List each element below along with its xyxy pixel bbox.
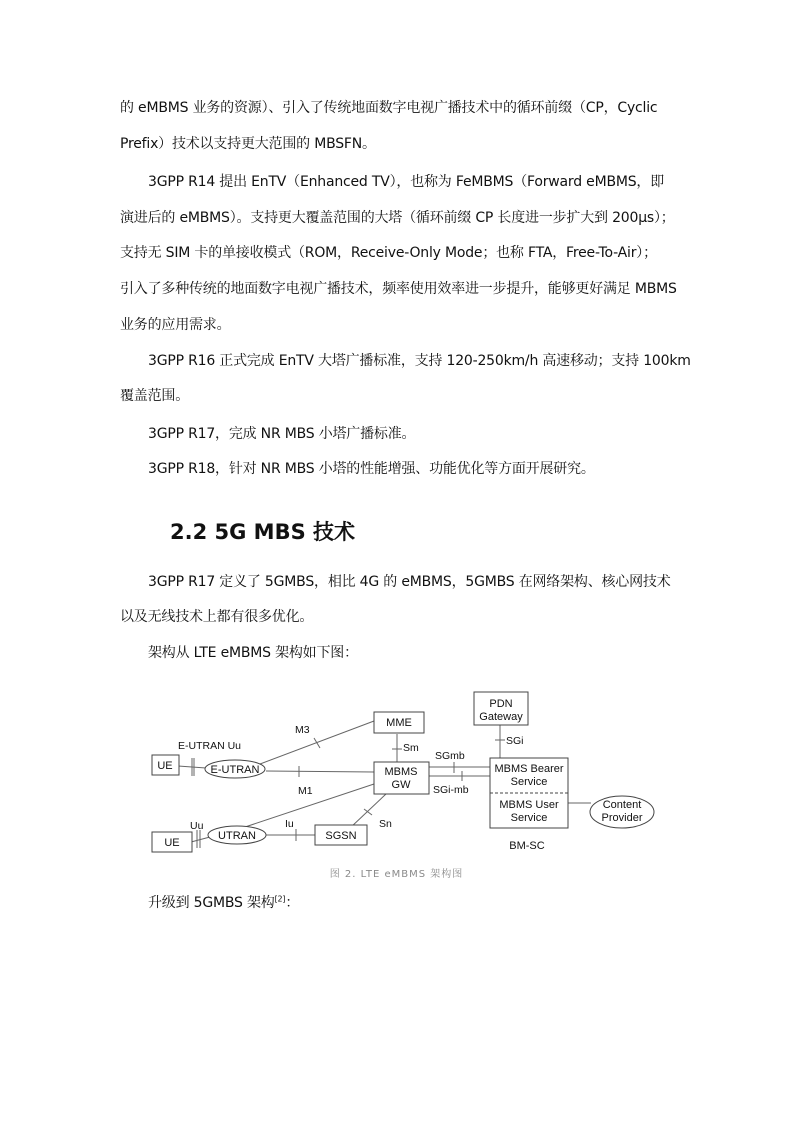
citation-reference[interactable]: [2] xyxy=(274,894,286,904)
interface-label: SGi-mb xyxy=(433,784,469,796)
interface-label: M3 xyxy=(295,724,310,736)
paragraph-text: ： xyxy=(285,895,300,911)
content-provider-label: Content xyxy=(602,799,642,811)
paragraph-line: 以及无线技术上都有很多优化。 xyxy=(120,609,314,625)
sgsn-label: SGSN xyxy=(325,830,357,842)
paragraph-line: 业务的应用需求。 xyxy=(120,317,231,333)
content-provider-label: Provider xyxy=(601,812,643,824)
e-utran-label: E-UTRAN xyxy=(210,764,260,776)
mbms-user-label: Service xyxy=(510,812,548,824)
figure-caption: 图 2. LTE eMBMS 架构图 xyxy=(329,869,464,880)
mbms-gw-label: GW xyxy=(391,779,411,791)
paragraph-line: 引入了多种传统的地面数字电视广播技术，频率使用效率进一步提升，能够更好满足 MBMS xyxy=(120,281,677,297)
mbms-bearer-label: Service xyxy=(510,776,548,788)
interface-label: Uu xyxy=(190,820,204,832)
interface-label: Sm xyxy=(403,742,419,754)
interface-label: Iu xyxy=(285,818,294,830)
paragraph-line: 3GPP R14 提出 EnTV（Enhanced TV），也称为 FeMBMS（Forward eMBMS，即 xyxy=(148,174,665,190)
paragraph-line: 3GPP R17 定义了 5GMBS，相比 4G 的 eMBMS，5GMBS 在网络架构、核心网技术 xyxy=(148,574,671,590)
mbms-bearer-label: MBMS Bearer xyxy=(494,763,564,775)
mbms-user-label: MBMS User xyxy=(499,799,559,811)
paragraph-line: 的 eMBMS 业务的资源）、引入了传统地面数字电视广播技术中的循环前缀（CP，Cyclic xyxy=(120,100,658,116)
section-heading: 2.2 5G MBS 技术 xyxy=(170,520,356,544)
paragraph-line: 演进后的 eMBMS）。支持更大覆盖范围的大塔（循环前缀 CP 长度进一步扩大到 200μs）； xyxy=(120,210,675,226)
paragraph-line: 3GPP R16 正式完成 EnTV 大塔广播标准，支持 120-250km/h 高速移动；支持 100km xyxy=(148,353,691,369)
ue-label: UE xyxy=(164,837,180,849)
mbms-gw-label: MBMS xyxy=(384,766,418,778)
paragraph-line: 架构从 LTE eMBMS 架构如下图： xyxy=(148,645,358,661)
ue-label: UE xyxy=(157,760,173,772)
interface-label: M1 xyxy=(298,785,313,797)
paragraph-text: 升级到 5GMBS 架构 xyxy=(148,895,275,911)
paragraph-line: 3GPP R18，针对 NR MBS 小塔的性能增强、功能优化等方面开展研究。 xyxy=(148,461,595,477)
bm-sc-label: BM-SC xyxy=(509,840,545,852)
connector-line xyxy=(266,771,374,772)
utran-label: UTRAN xyxy=(218,830,256,842)
interface-label: Sn xyxy=(379,818,392,830)
lte-embms-architecture-diagram xyxy=(140,688,680,863)
paragraph-line: 覆盖范围。 xyxy=(120,388,189,404)
interface-label: SGi xyxy=(506,735,524,747)
interface-label: E-UTRAN Uu xyxy=(178,740,242,752)
pdn-label: Gateway xyxy=(479,711,523,723)
interface-label: SGmb xyxy=(435,750,465,762)
mme-label: MME xyxy=(386,717,412,729)
pdn-label: PDN xyxy=(489,698,513,710)
paragraph-line xyxy=(148,893,675,913)
paragraph-line: 支持无 SIM 卡的单接收模式（ROM，Receive-Only Mode；也称 FTA，Free-To-Air）； xyxy=(120,245,657,261)
paragraph-line: 3GPP R17，完成 NR MBS 小塔广播标准。 xyxy=(148,426,416,442)
paragraph-line: Prefix）技术以支持更大范围的 MBSFN。 xyxy=(120,136,376,152)
